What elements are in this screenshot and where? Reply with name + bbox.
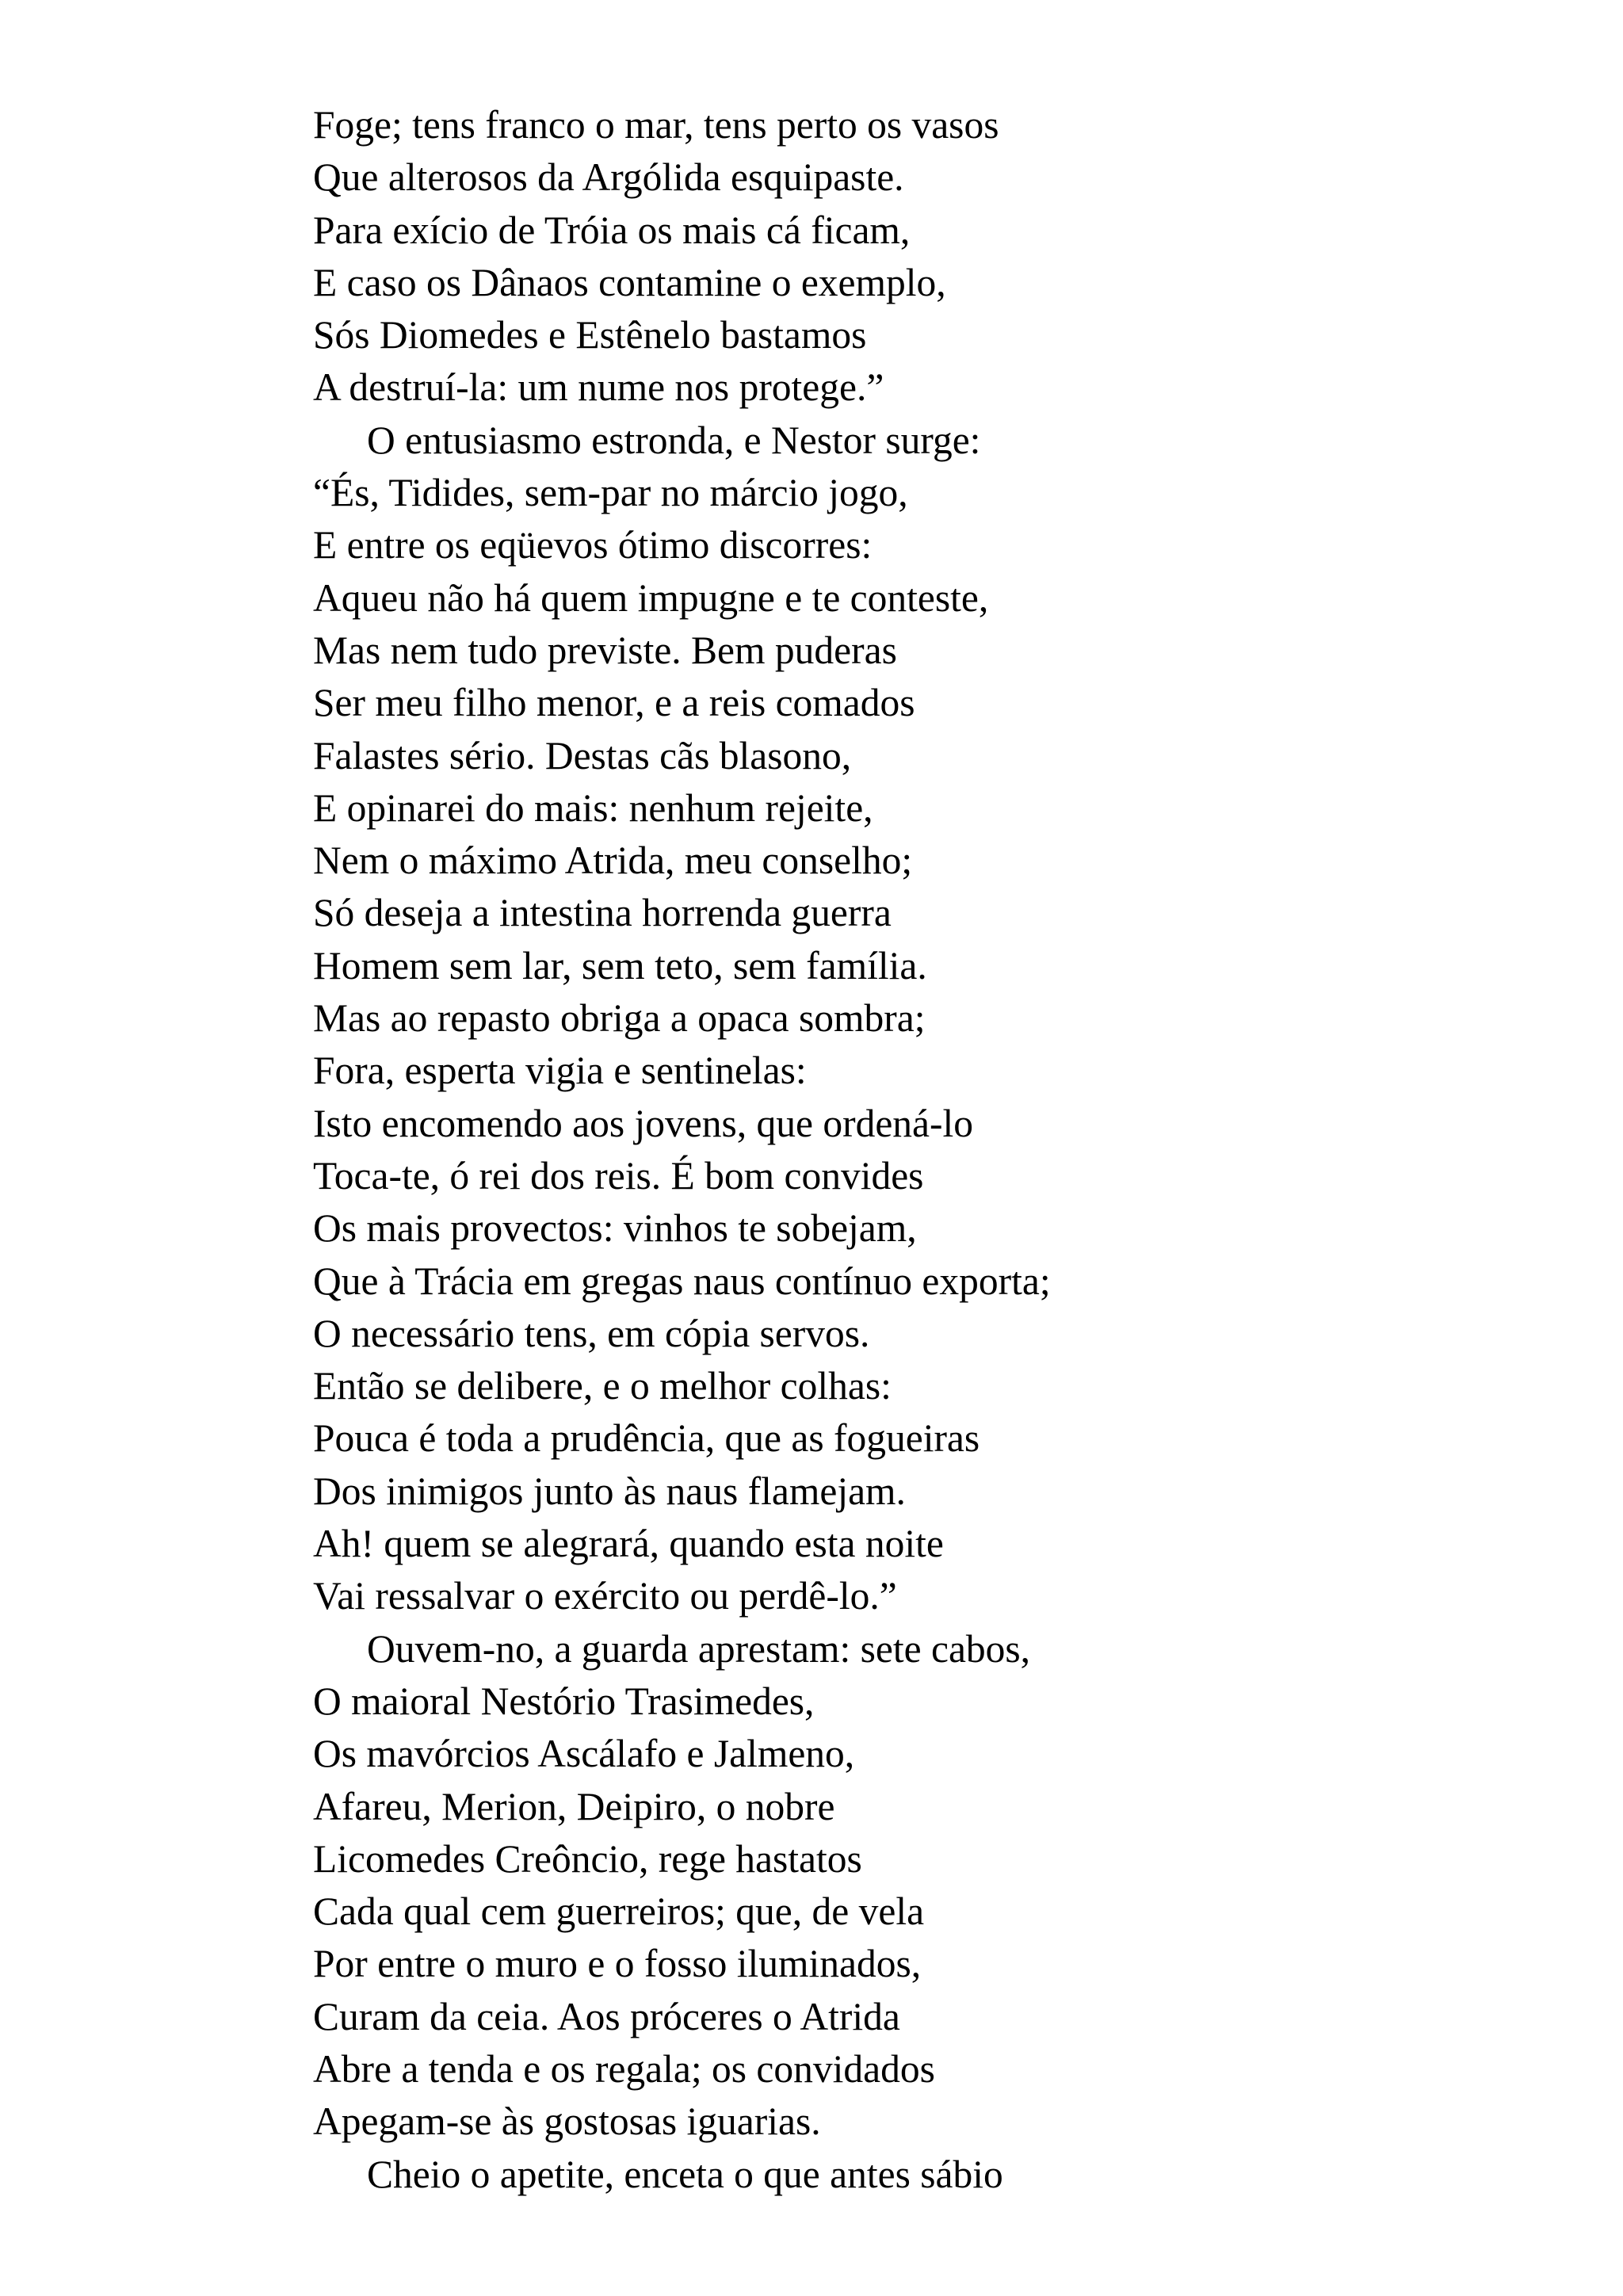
verse-line: Vai ressalvar o exército ou perdê-lo.” [313, 1574, 897, 1618]
verse-line: Toca-te, ó rei dos reis. É bom convides [313, 1153, 924, 1198]
verse-line: Ser meu filho menor, e a reis comados [313, 681, 915, 725]
verse-line: A destruí-la: um nume nos protege.” [313, 365, 884, 410]
verse-line: E caso os Dânaos contamine o exemplo, [313, 260, 946, 304]
verse-line: Aqueu não há quem impugne e te conteste, [313, 575, 989, 620]
verse-line: Falastes sério. Destas cãs blasono, [313, 733, 852, 777]
verse-line: Abre a tenda e os regala; os convidados [313, 2046, 935, 2091]
verse-line: Os mavórcios Ascálafo e Jalmeno, [313, 1732, 855, 1776]
verse-line: Mas nem tudo previste. Bem puderas [313, 628, 897, 672]
verse-line: Apegam-se às gostosas iguarias. [313, 2099, 821, 2144]
verse-line: E opinarei do mais: nenhum rejeite, [313, 785, 873, 830]
verse-line: O maioral Nestório Trasimedes, [313, 1679, 815, 1723]
verse-line: Que alterosos da Argólida esquipaste. [313, 155, 904, 200]
verse-line: Os mais provectos: vinhos te sobejam, [313, 1206, 917, 1251]
verse-line: E entre os eqüevos ótimo discorres: [313, 523, 873, 567]
verse-line: O entusiasmo estronda, e Nestor surge: [367, 418, 981, 462]
verse-line: Dos inimigos junto às naus flamejam. [313, 1469, 906, 1513]
verse-line: Ah! quem se alegrará, quando esta noite [313, 1522, 944, 1566]
verse-line: Ouvem-no, a guarda aprestam: sete cabos, [367, 1626, 1031, 1671]
verse-line: Curam da ceia. Aos próceres o Atrida [313, 1994, 900, 2038]
verse-line: “És, Tidides, sem-par no márcio jogo, [313, 471, 908, 515]
verse-line: Nem o máximo Atrida, meu conselho; [313, 839, 913, 883]
verse-line: Cheio o apetite, enceta o que antes sábio [367, 2152, 1003, 2196]
verse-line: Por entre o muro e o fosso iluminados, [313, 1942, 922, 1986]
verse-line: Isto encomendo aos jovens, que ordená-lo [313, 1101, 974, 1145]
verse-line: Mas ao repasto obriga a opaca sombra; [313, 996, 926, 1041]
verse-line: Fora, esperta vigia e sentinelas: [313, 1049, 807, 1093]
verse-line: Sós Diomedes e Estênelo bastamos [313, 313, 867, 357]
verse-line: Para exício de Tróia os mais cá ficam, [313, 208, 911, 252]
verse-line: Homem sem lar, sem teto, sem família. [313, 943, 927, 988]
verse-line: Afareu, Merion, Deipiro, o nobre [313, 1784, 835, 1828]
verse-line: Licomedes Creôncio, rege hastatos [313, 1836, 862, 1881]
verse-line: Que à Trácia em gregas naus contínuo exporta; [313, 1259, 1051, 1303]
verse-line: Cada qual cem guerreiros; que, de vela [313, 1889, 925, 1934]
verse-line: O necessário tens, em cópia servos. [313, 1311, 870, 1355]
verse-line: Só deseja a intestina horrenda guerra [313, 891, 892, 935]
poem-text-block [313, 99, 1502, 2201]
verse-line: Pouca é toda a prudência, que as fogueiras [313, 1416, 980, 1461]
verse-line: Foge; tens franco o mar, tens perto os vasos [313, 103, 999, 147]
verse-line: Então se delibere, e o melhor colhas: [313, 1364, 892, 1408]
